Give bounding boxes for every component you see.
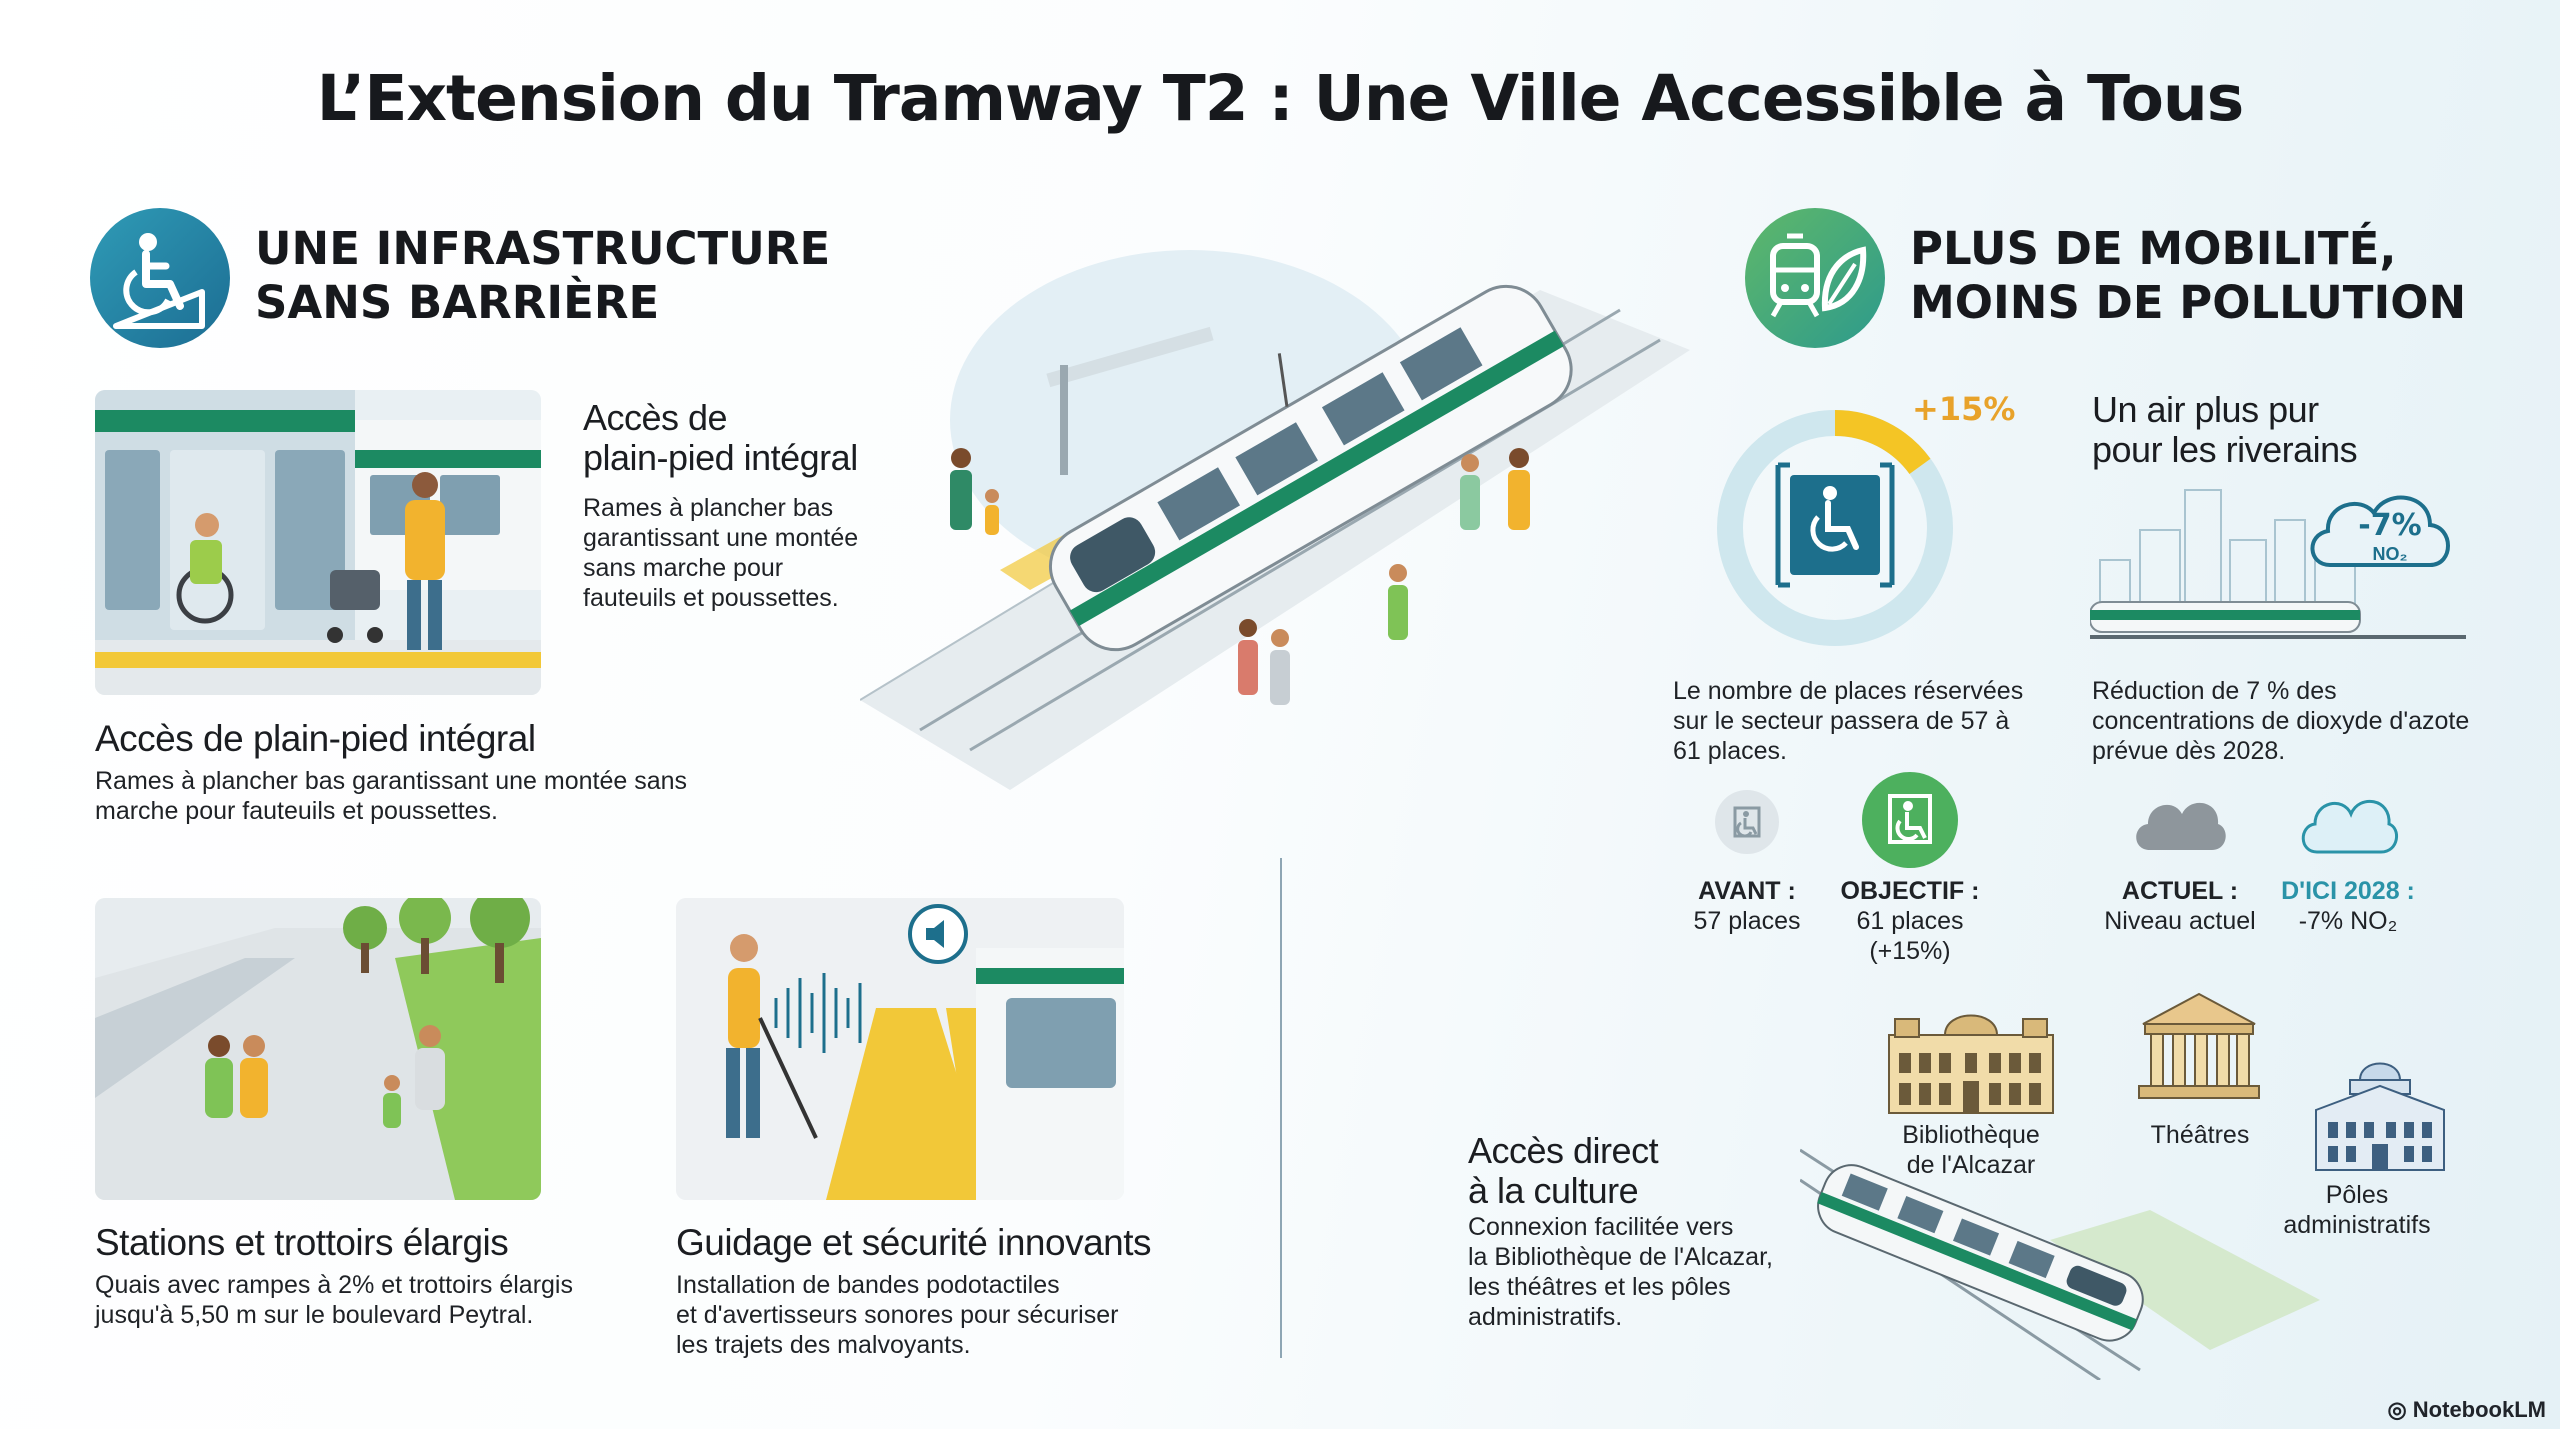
culture-heading-line: Accès direct — [1468, 1130, 1659, 1171]
callout-text-line: garantissant une montée — [583, 524, 859, 552]
feature-heading-guidage: Guidage et sécurité innovants — [676, 1222, 1152, 1263]
air-heading-line: pour les riverains — [2092, 429, 2358, 470]
sidewalk-illustration — [95, 898, 541, 1200]
goal-delta: (+15%) — [1869, 937, 1951, 965]
goal-label — [1835, 876, 1985, 966]
feature-text-line: Quais avec rampes à 2% et trottoirs élargis — [95, 1271, 573, 1299]
culture-text-line: la Bibliothèque de l'Alcazar, — [1468, 1243, 1773, 1271]
parking-text — [1673, 676, 2023, 766]
footer-branding — [2387, 1397, 2546, 1423]
feature-heading-plain-pied: Accès de plain-pied intégral — [95, 718, 536, 759]
section-title-line: UNE INFRASTRUCTURE — [255, 222, 831, 275]
parking-text-line: sur le secteur passera de 57 à — [1673, 707, 2010, 735]
future-cloud-icon — [2295, 786, 2401, 860]
theatre-label: Théâtres — [2150, 1121, 2250, 1149]
feature-text-stations — [95, 1270, 573, 1330]
future-value: -7% NO₂ — [2298, 907, 2398, 935]
callout-text-line: sans marche pour — [583, 554, 784, 582]
guidance-illustration — [676, 898, 1124, 1200]
before-label — [1672, 876, 1822, 936]
parking-text-line: Le nombre de places réservées — [1673, 677, 2024, 705]
cloud-value: -7% — [2358, 508, 2422, 543]
feature-heading-stations: Stations et trottoirs élargis — [95, 1222, 509, 1263]
air-text-line: concentrations de dioxyde d'azote — [2092, 707, 2470, 735]
future-label-title: D'ICI 2028 : — [2281, 877, 2415, 905]
ring-percent-label: +15% — [1912, 390, 2016, 428]
culture-text — [1468, 1212, 1773, 1332]
culture-tram-illustration — [1800, 1120, 2320, 1380]
page-title: L’Extension du Tramway T2 : Une Ville Accessible à Tous — [316, 62, 2244, 135]
cloud-unit: NO₂ — [2372, 544, 2408, 564]
parking-text-line: 61 places. — [1673, 737, 1787, 765]
callout-heading-line: Accès de — [583, 397, 728, 438]
notebooklm-logo-icon: ◎ — [2387, 1397, 2413, 1422]
air-text — [2092, 676, 2469, 766]
section-title-line: SANS BARRIÈRE — [255, 276, 660, 329]
admin-building-icon — [2310, 1050, 2450, 1180]
boarding-illustration — [95, 390, 541, 695]
admin-label-line: Pôles — [2325, 1181, 2389, 1209]
future-label — [2268, 876, 2428, 936]
library-label-line: Bibliothèque — [1902, 1121, 2040, 1149]
callout-text-line: fauteuils et poussettes. — [583, 584, 839, 612]
air-text-line: prévue dès 2028. — [2092, 737, 2286, 765]
air-heading — [2092, 390, 2357, 470]
tram-station-illustration — [860, 230, 1690, 790]
feature-text-line: marche pour fauteuils et poussettes. — [95, 797, 499, 825]
feature-text-line: jusqu'à 5,50 m sur le boulevard Peytral. — [95, 1301, 534, 1329]
goal-label-title: OBJECTIF : — [1840, 877, 1980, 905]
before-label-title: AVANT : — [1698, 877, 1796, 905]
section-title-line: PLUS DE MOBILITÉ, — [1910, 222, 2397, 275]
culture-heading — [1468, 1131, 1658, 1211]
current-cloud-icon — [2128, 788, 2228, 858]
section-title-line: MOINS DE POLLUTION — [1910, 276, 2467, 329]
goal-value: 61 places — [1856, 907, 1964, 935]
feature-text-line: les trajets des malvoyants. — [676, 1331, 971, 1359]
callout-heading — [583, 398, 858, 478]
current-label — [2100, 876, 2260, 936]
section-divider — [1280, 858, 1282, 1358]
culture-heading-line: à la culture — [1468, 1170, 1639, 1211]
tram-leaf-icon — [1745, 208, 1885, 348]
callout-heading-line: plain-pied intégral — [583, 437, 858, 478]
callout-text-line: Rames à plancher bas — [583, 494, 834, 522]
admin-label-line: administratifs — [2283, 1211, 2431, 1239]
feature-text-line: Installation de bandes podotactiles — [676, 1271, 1060, 1299]
culture-text-line: les théâtres et les pôles — [1468, 1273, 1731, 1301]
feature-text-line: Rames à plancher bas garantissant une montée sans — [95, 767, 688, 795]
footer-label: NotebookLM — [2412, 1397, 2546, 1422]
before-wheelchair-icon — [1715, 790, 1779, 854]
feature-text-plain-pied — [95, 766, 687, 826]
feature-text-line: et d'avertisseurs sonores pour sécuriser — [676, 1301, 1119, 1329]
section-title-mobilite — [1910, 222, 2466, 330]
current-label-title: ACTUEL : — [2121, 877, 2239, 905]
section-title-infrastructure — [255, 222, 830, 330]
wheelchair-ramp-icon — [90, 208, 230, 348]
goal-wheelchair-icon — [1862, 772, 1958, 868]
air-heading-line: Un air plus pur — [2092, 389, 2319, 430]
feature-text-guidage — [676, 1270, 1118, 1360]
theatre-building-icon — [2135, 990, 2263, 1100]
current-value: Niveau actuel — [2104, 907, 2256, 935]
callout-text — [583, 493, 858, 613]
culture-text-line: administratifs. — [1468, 1303, 1623, 1331]
air-text-line: Réduction de 7 % des — [2092, 677, 2337, 705]
library-label-line: de l'Alcazar — [1906, 1151, 2036, 1179]
parking-ring — [1712, 405, 1958, 651]
before-value: 57 places — [1693, 907, 1801, 935]
culture-text-line: Connexion facilitée vers — [1468, 1213, 1734, 1241]
library-building-icon — [1885, 1005, 2057, 1115]
